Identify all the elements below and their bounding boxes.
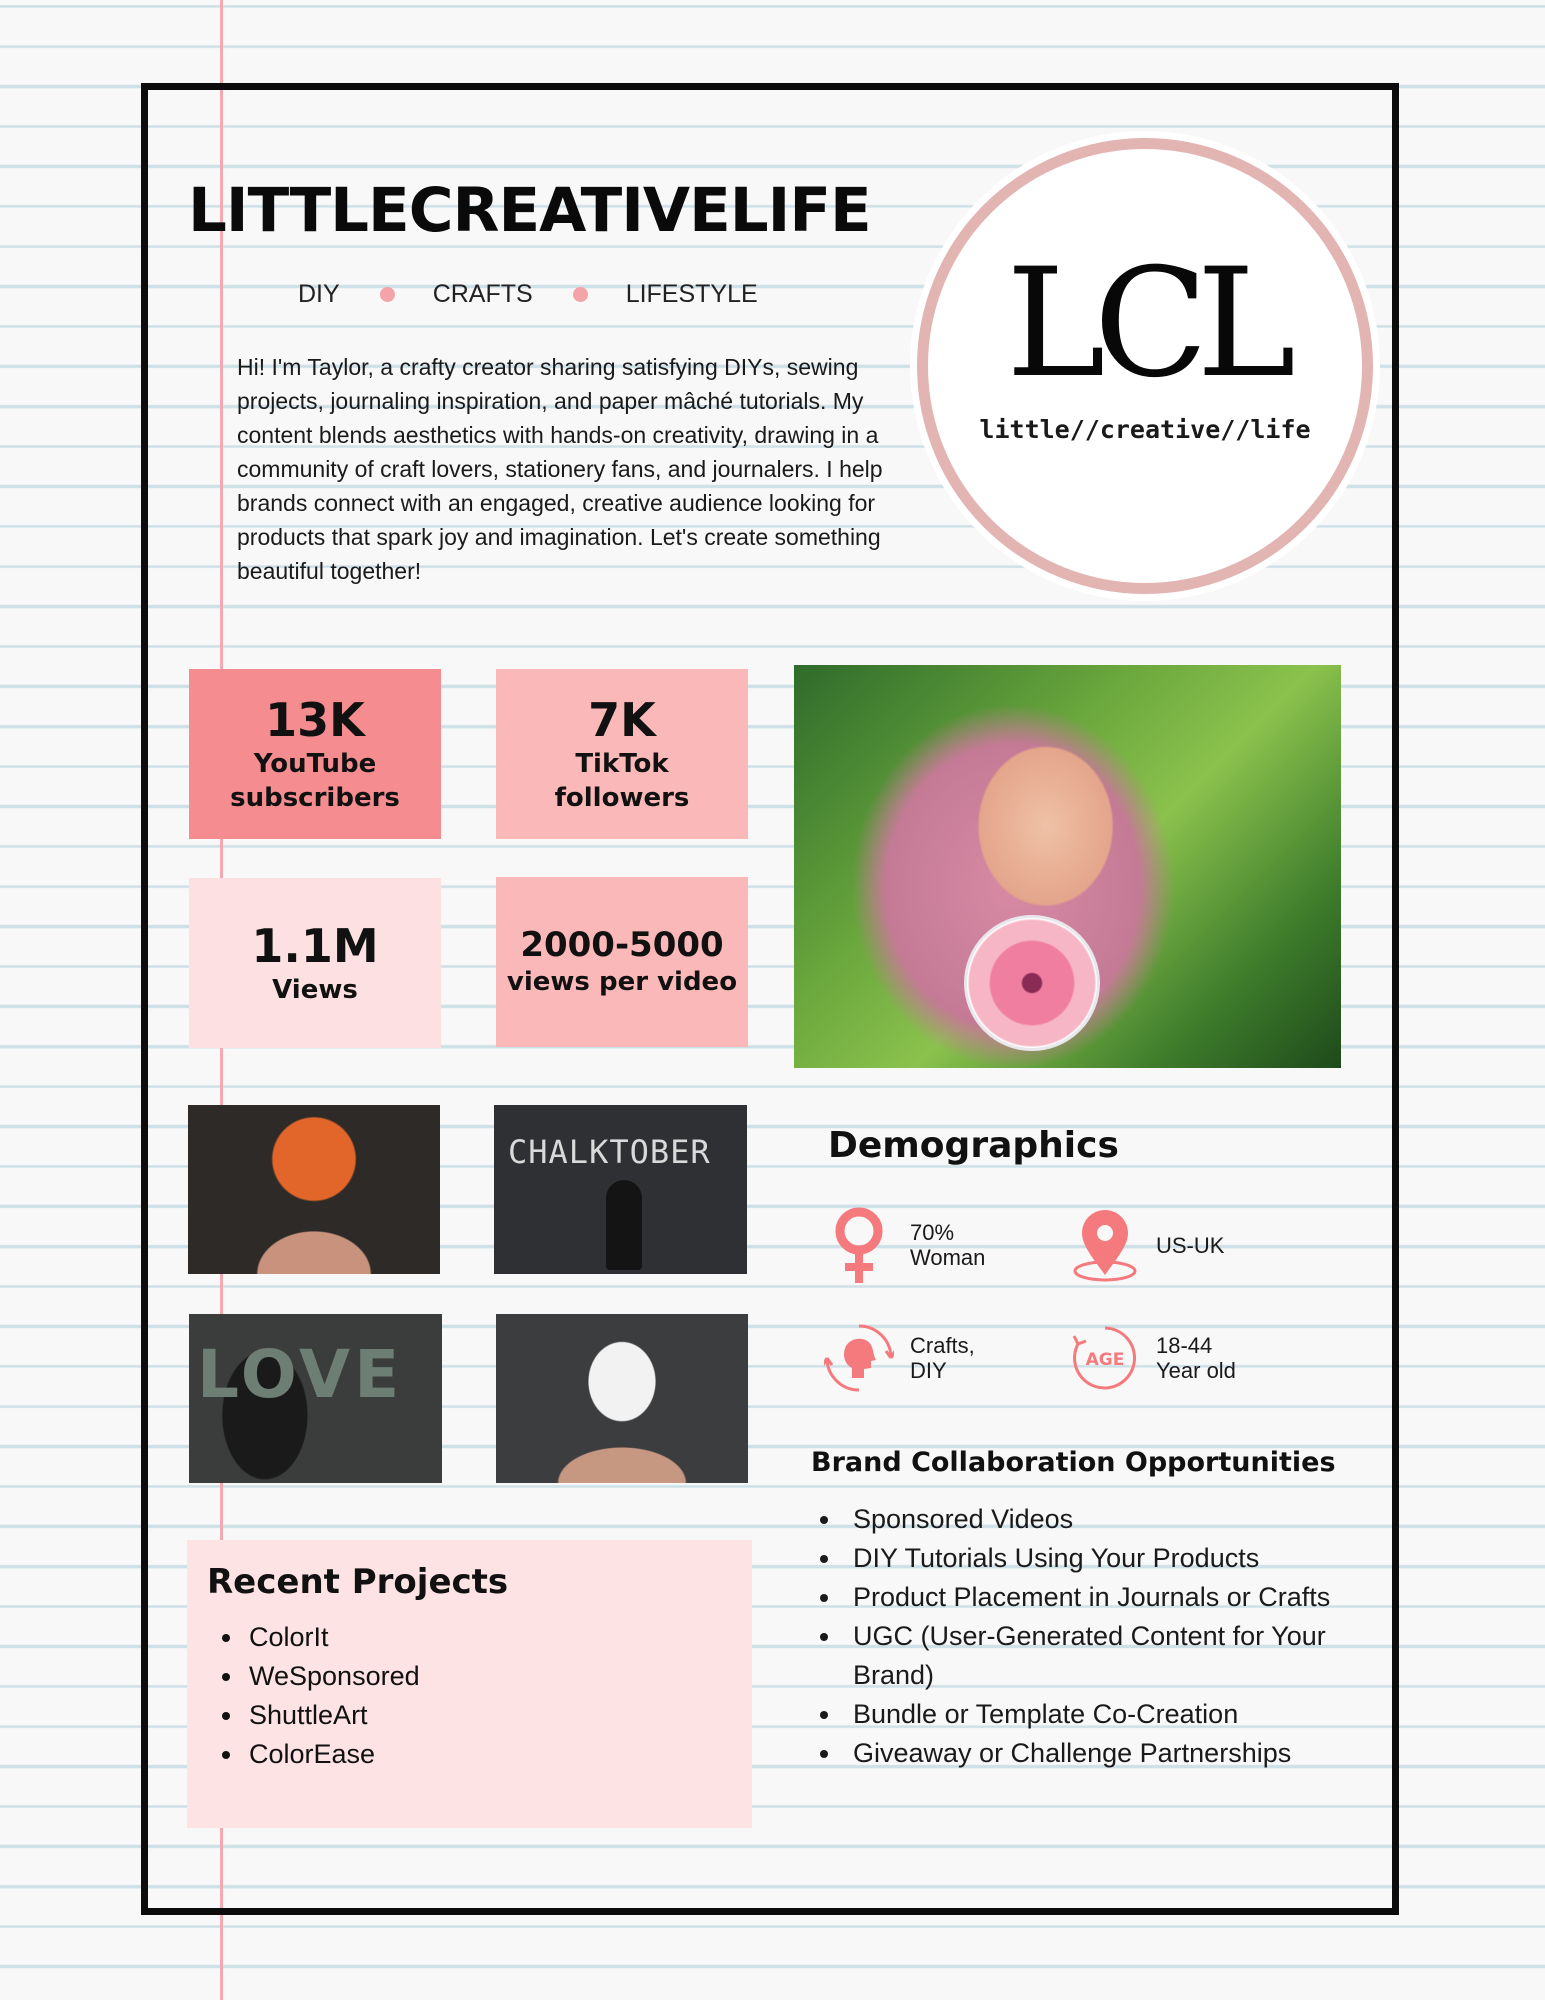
demographic-value: US-UK <box>1156 1232 1225 1258</box>
demographic-text <box>1156 1333 1296 1383</box>
tag-crafts: CRAFTS <box>432 280 533 308</box>
list-item: • ShuttleArt <box>245 1696 752 1735</box>
recent-projects-title: Recent Projects <box>207 1562 509 1602</box>
thumbnail-pumpkin-head <box>188 1105 440 1274</box>
demographic-value: 18-44 <box>1156 1333 1213 1358</box>
list-item: • Product Placement in Journals or Crafts <box>843 1578 1363 1617</box>
list-item: • UGC (User-Generated Content for Your Brand) <box>843 1617 1363 1695</box>
demographic-location <box>1070 1205 1296 1285</box>
list-item: • ColorEase <box>245 1735 752 1774</box>
age-icon <box>1070 1318 1140 1398</box>
thumbnail-chalktober <box>494 1105 747 1274</box>
creator-figure <box>606 1180 642 1270</box>
location-pin-icon <box>1070 1205 1140 1285</box>
thumbnail-cow-mask <box>496 1314 748 1483</box>
demographic-age <box>1070 1318 1296 1398</box>
demographic-text <box>910 1333 1050 1383</box>
collaboration-title: Brand Collaboration Opportunities <box>811 1447 1336 1478</box>
demographic-text <box>910 1220 1050 1270</box>
demographic-gender <box>824 1205 1050 1285</box>
collaboration-list <box>811 1500 1363 1773</box>
brand-logo <box>917 138 1373 594</box>
stat-value: 7K <box>588 693 656 747</box>
list-item: • Sponsored Videos <box>843 1500 1363 1539</box>
list-item: • Giveaway or Challenge Partnerships <box>843 1734 1363 1773</box>
stat-youtube-subscribers <box>189 669 441 839</box>
stat-label: views per video <box>506 967 738 997</box>
flower-sticker <box>964 915 1100 1051</box>
logo-subtitle: little//creative//life <box>979 415 1311 444</box>
demographic-label: Woman <box>910 1245 986 1270</box>
stat-value: 13K <box>265 693 365 747</box>
thumbnail-love-chalkboard <box>189 1314 442 1483</box>
stat-value: 2000-5000 <box>520 925 724 965</box>
demographic-value: 70% <box>910 1220 955 1245</box>
tag-lifestyle: LIFESTYLE <box>625 280 758 308</box>
stat-views <box>189 878 441 1048</box>
chalktober-chalk-text: CHALKTOBER <box>508 1133 711 1171</box>
demographic-value: Crafts, <box>910 1333 975 1358</box>
list-item: • ColorIt <box>245 1618 752 1657</box>
list-item: • DIY Tutorials Using Your Products <box>843 1539 1363 1578</box>
brand-title: LITTLECREATIVELIFE <box>188 175 871 246</box>
female-icon <box>824 1205 894 1285</box>
tag-diy: DIY <box>298 280 340 308</box>
love-chalk-text: LOVE <box>197 1336 404 1413</box>
tag-separator-dot <box>380 287 395 302</box>
bio-paragraph: Hi! I'm Taylor, a crafty creator sharing satisfying DIYs, sewing projects, journaling inspiration, and paper mâché tutorials. My content blends aesthetics with hands-on creativity, drawing in a community of craft lovers, stationery fans, and journalers. I help brands connect with an engaged, creative audience looking for products that spark joy and imagination. Let's create something beautiful together! <box>237 354 883 584</box>
interest-head-icon <box>824 1318 894 1398</box>
age-icon-text: AGE <box>1085 1350 1125 1370</box>
recent-projects-panel <box>187 1540 752 1828</box>
list-item: • Bundle or Template Co-Creation <box>843 1695 1363 1734</box>
logo-mark: LCL <box>1006 237 1284 411</box>
stat-tiktok-followers <box>496 669 748 839</box>
category-tags <box>298 280 758 309</box>
creator-portrait-photo <box>794 665 1341 1068</box>
stat-label: TikTok <box>575 749 669 779</box>
list-item: • WeSponsored <box>245 1657 752 1696</box>
demographic-label: DIY <box>910 1358 947 1383</box>
stat-label: followers <box>554 783 690 813</box>
recent-projects-list <box>207 1618 752 1774</box>
tag-separator-dot <box>573 287 588 302</box>
stat-value: 1.1M <box>251 919 379 973</box>
stat-label: subscribers <box>230 783 400 813</box>
stat-label: YouTube <box>253 749 377 779</box>
demographic-label: Year old <box>1156 1358 1236 1383</box>
stat-views-per-video <box>496 877 748 1047</box>
stat-label: Views <box>272 975 358 1005</box>
demographics-title: Demographics <box>828 1125 1119 1166</box>
demographic-interests <box>824 1318 1050 1398</box>
demographic-text <box>1156 1233 1296 1258</box>
